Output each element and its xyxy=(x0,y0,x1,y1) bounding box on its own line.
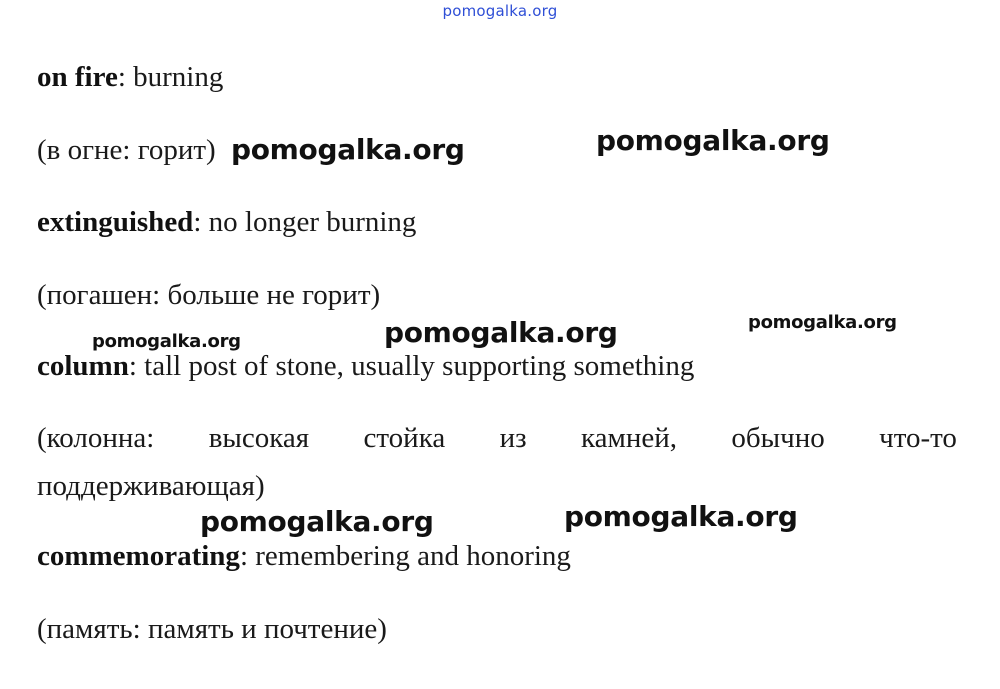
watermark: pomogalka.org xyxy=(231,133,465,166)
watermark: pomogalka.org xyxy=(92,331,241,352)
definition-text: : burning xyxy=(117,61,224,93)
site-link[interactable]: pomogalka.org xyxy=(442,2,558,20)
watermark: pomogalka.org xyxy=(596,124,830,157)
term-label: extinguished xyxy=(37,206,194,238)
translation-extinguished: (погашен: больше не горит) xyxy=(37,279,381,311)
watermark: pomogalka.org xyxy=(564,500,798,533)
watermark: pomogalka.org xyxy=(200,505,434,538)
translation-column-line1 xyxy=(37,421,957,455)
watermark: pomogalka.org xyxy=(748,312,897,333)
entry-commemorating xyxy=(37,539,571,573)
translation-word: стойка xyxy=(363,422,446,454)
translation-word: из xyxy=(499,422,527,454)
entry-extinguished xyxy=(37,205,416,239)
definition-text: : tall post of stone, usually supporting something xyxy=(128,350,695,382)
translation-word: что-то xyxy=(879,422,957,454)
translation-on-fire: (в огне: горит) xyxy=(37,134,216,166)
entry-column xyxy=(37,349,694,383)
watermark: pomogalka.org xyxy=(384,316,618,349)
translation-word: (колонна: xyxy=(37,422,155,454)
translation-word: камней, xyxy=(580,422,678,454)
definition-text: : no longer burning xyxy=(193,206,417,238)
translation-word: высокая xyxy=(208,422,310,454)
term-label: column xyxy=(37,350,129,382)
entry-on-fire xyxy=(37,60,223,94)
term-label: on fire xyxy=(37,61,118,93)
translation-word: обычно xyxy=(731,422,825,454)
definition-text: : remembering and honoring xyxy=(239,540,571,572)
translation-commemorating: (память: память и почтение) xyxy=(37,613,387,645)
term-label: commemorating xyxy=(37,540,240,572)
translation-column-line2: поддерживающая) xyxy=(37,470,265,502)
